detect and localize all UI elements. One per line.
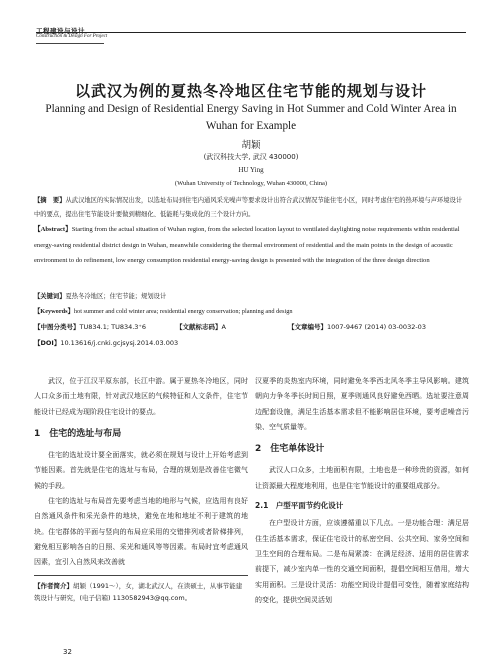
footnote-label: 【作者简介】 <box>34 582 73 590</box>
author-affiliation-en: (Wuhan University of Technology, Wuhan 430000, China) <box>174 180 328 187</box>
article-number-label: 【文章编号】 <box>288 323 327 331</box>
section-1-heading: 1 住宅的选址与布局 <box>34 428 122 439</box>
section-2-heading: 2 住宅单体设计 <box>255 444 325 455</box>
section-1-paragraph-2-cont: 汉夏季的炎热室内环境，同时避免冬季西北风冬季主导风影响。建筑朝向力争冬季长时间日照，夏季则通风良好避免西晒。选址要注意周边配套设施，满足生活基本需求但不能影响居住环境，要考虑噪音污染、空气质量等。 <box>255 377 469 431</box>
author-name-en: HU Ying <box>238 166 264 174</box>
abstract-cn-label: 【摘 要】 <box>34 197 66 204</box>
header-underline <box>36 43 104 44</box>
header-rule <box>36 32 466 33</box>
abstract-en-text: Starting from the actual situation of Wuhan region, from the selected location layout to ventilated daylighting noise requirements within residential energy-saving residential district design in Wuhan, meanwhile considering the thermal environment of residential and the main points in the design of acoustic environment to do refinement, low energy consumption residential energy-saving design is presented with the integration of the three design direction <box>34 226 460 265</box>
author-bio-footnote <box>34 580 248 604</box>
clc-value: TU834.1; TU834.3⁺6 <box>79 323 146 331</box>
article-number-value: 1007-9467 (2014) 03-0032-03 <box>327 323 426 331</box>
keywords-cn-label: 【关键词】 <box>34 293 66 300</box>
footnote-rule <box>34 575 248 576</box>
section-1-paragraph-1: 住宅的选址设计要全面落实，就必须在规划与设计上开始考虑到节能因素。首先就是住宅的选址与布局，合理的规划是改善住宅微气候的手段。 <box>34 451 248 490</box>
abstract-en-label: 【Abstract】 <box>34 226 72 233</box>
body-right-column <box>255 374 469 608</box>
journal-name-en: Construction & Design For Project <box>36 34 108 39</box>
article-title: 以武汉为例的夏热冬冷地区住宅节能的规划与设计 <box>74 82 427 100</box>
doi <box>34 338 178 347</box>
doi-label: 【DOI】 <box>34 339 61 347</box>
abstract-cn-text: 从武汉地区的实际情况出发，以选址布局到住宅内通风采光噪声等要求设计出符合武汉情况节能住宅小区，同时考虑住宅的热环境与声环境设计中的要点，提出住宅节能设计要做到精细化、低能耗与集成化的三个设计方向。 <box>34 197 463 219</box>
section-2-paragraph-1: 武汉人口众多，土地面积有限，土地也是一种珍贵的资源，如何让资源最大程度地利用，也是住宅节能设计的重要组成部分。 <box>255 466 469 490</box>
clc-label: 【中图分类号】 <box>34 323 80 331</box>
article-title-en <box>30 101 472 135</box>
document-code-value: A <box>221 323 226 331</box>
abstract-cn <box>34 194 468 222</box>
keywords-cn <box>34 290 468 304</box>
journal-name: 工程建设与设计 <box>36 27 85 35</box>
subsection-2-1-paragraph: 在户型设计方面，应该遵循重以下几点。一是功能合理：满足居住生活基本需求，保证住宅设计的私密空间、公共空间、家务空间和卫生空间的合理布局。二是布局紧凑：在满足经济、适用的居住需求前提下，减少室内单一性的交通空间面积，提倡空间相互借用，增大实用面积。三是设计灵活：功能空间设计提倡可变性，随着家庭结构的变化，提供空间灵活划 <box>255 519 469 604</box>
page-number: 32 <box>63 648 72 656</box>
keywords-en-text: hot summer and cold winter area; residential energy conservation; planning and design <box>73 308 293 315</box>
author-name: 胡颖 <box>241 140 261 151</box>
document-code <box>176 322 226 331</box>
doi-value: 10.13616/j.cnki.gcjsysj.2014.03.003 <box>60 339 179 347</box>
clc-number <box>34 322 146 331</box>
body-left-column <box>34 374 248 571</box>
footnote-text: 胡颖（1991～），女，湖北武汉人，在读硕士，从事节能建筑设计与研究，(电子信箱) 1130582943@qq.com。 <box>34 582 243 602</box>
keywords-en-label: 【Keywords】 <box>34 308 74 315</box>
document-code-label: 【文献标志码】 <box>176 323 222 331</box>
section-1-paragraph-2: 住宅的选址与布局首先要考虑当地的地形与气候，应选用有良好自然通风条件和采光条件的地块，避免在地和地址不利于建筑的地块。住宅群体的平面与竖向的布局应采用的交错排列或者阶梯排列，避免相互影响各自的日照、采光和通风等等因素。布局时宜考虑通风因素，宜引入自然风来改善就 <box>34 497 248 567</box>
article-title-en-line1: Planning and Design of Residential Energy Saving in Hot Summer and Cold Winter Area in <box>45 103 457 115</box>
article-title-en-line2: Wuhan for Example <box>205 120 297 132</box>
author-affiliation: (武汉科技大学, 武汉 430000) <box>203 153 299 161</box>
article-number <box>288 322 426 331</box>
keywords-cn-text: 夏热冬冷地区；住宅节能；规划设计 <box>65 293 167 300</box>
abstract-en <box>34 222 468 269</box>
keywords-en <box>34 305 468 319</box>
subsection-2-1-heading: 2.1 户型平面节约化设计 <box>255 501 344 511</box>
intro-paragraph: 武汉，位于江汉平原东部，长江中游。属于夏热冬冷地区，同时人口众多而土地有限，针对武汉地区的气候特征和人文条件，住宅节能设计已经成为现阶段住宅设计的要点。 <box>34 377 248 416</box>
